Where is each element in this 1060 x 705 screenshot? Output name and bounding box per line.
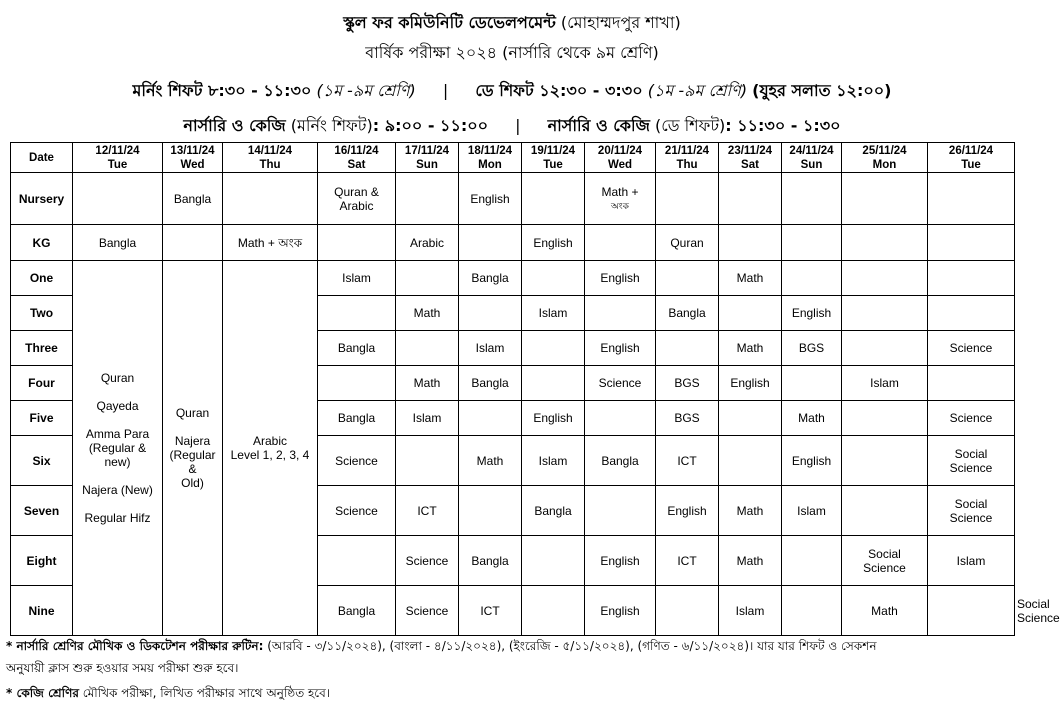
exam-cell: Math (782, 401, 842, 436)
morning-shift-classes: (১ম -৯ম শ্রেণি) (316, 81, 416, 100)
exam-cell: Math (459, 436, 522, 486)
merged-quran-cell: Quran Qayeda Amma Para (Regular & new) Najera (New) Regular Hifz (73, 261, 163, 636)
exam-cell: Math (719, 536, 782, 586)
day-shift-word: (ডে শিফট) (654, 116, 726, 135)
nursery-day-time: : ১১:৩০ - ১:৩০ (725, 116, 841, 135)
exam-cell: Social Science (842, 536, 928, 586)
exam-cell: Science (318, 486, 396, 536)
table-row (11, 261, 1015, 296)
corner-header: Date (11, 143, 73, 173)
exam-cell (163, 225, 223, 261)
exam-cell (842, 436, 928, 486)
exam-cell (459, 296, 522, 331)
exam-cell: Islam (318, 261, 396, 296)
exam-cell: Social Science (928, 486, 1015, 536)
exam-cell (719, 401, 782, 436)
footer-note-nursery-dates: (আরবি - ৩/১১/২০২৪), (বাংলা - ৪/১১/২০২৪), (ইংরেজি - ৫/১১/২০২৪), (গণিত - ৬/১১/২০২৪)। যার যার শিফট ও সেকশন (263, 639, 877, 653)
exam-cell (73, 173, 163, 225)
exam-cell (585, 296, 656, 331)
footer-note-nursery-cont: অনুযায়ী ক্লাস শুরু হওয়ার সময় পরীক্ষা শুরু হবে। (6, 661, 239, 675)
exam-cell (656, 331, 719, 366)
merged-najera-cell: Quran Najera (Regular & Old) (163, 261, 223, 636)
exam-cell: Quran & Arabic (318, 173, 396, 225)
exam-cell (459, 401, 522, 436)
nursery-morning-time: : ৯:০০ - ১১:০০ (372, 116, 489, 135)
exam-cell: Bangla (318, 586, 396, 636)
day-shift-time: ডে শিফট ১২:৩০ - ৩:৩০ (475, 81, 643, 100)
exam-cell: Bangla (459, 261, 522, 296)
branch-name: (মোহাম্মদপুর শাখা) (560, 13, 681, 32)
school-title-line (0, 10, 1024, 37)
footer-note-nursery (6, 638, 1018, 658)
morning-shift-word: (মর্নিং শিফট) (290, 116, 373, 135)
exam-cell: Bangla (585, 436, 656, 486)
exam-cell (782, 366, 842, 401)
exam-cell: Math (719, 331, 782, 366)
exam-cell: Math (396, 366, 459, 401)
class-label: Two (11, 296, 73, 331)
exam-cell: Islam (782, 486, 842, 536)
class-label: Five (11, 401, 73, 436)
exam-cell (928, 225, 1015, 261)
date-header: 17/11/24 Sun (396, 143, 459, 173)
nursery-separator: | (515, 116, 521, 135)
footer-note-nursery-title: * নার্সারি শ্রেণির মৌখিক ও ডিকটেশন পরীক্ষার রুটিন: (6, 639, 264, 653)
table-row (11, 225, 1015, 261)
class-label: Four (11, 366, 73, 401)
exam-cell (928, 296, 1015, 331)
class-label: Seven (11, 486, 73, 536)
exam-cell: Islam (842, 366, 928, 401)
date-header: 26/11/24 Tue (928, 143, 1015, 173)
exam-cell: English (719, 366, 782, 401)
exam-cell: Bangla (459, 536, 522, 586)
exam-cell (522, 536, 585, 586)
exam-routine-table (10, 142, 1060, 636)
shift-timing-line (0, 78, 1024, 105)
day-shift-classes: (১ম -৯ম শ্রেণি) (647, 81, 748, 100)
exam-cell (842, 296, 928, 331)
exam-cell: Bangla (522, 486, 585, 536)
date-header: 25/11/24 Mon (842, 143, 928, 173)
class-label: KG (11, 225, 73, 261)
exam-cell: Bangla (163, 173, 223, 225)
exam-cell: English (522, 401, 585, 436)
exam-cell: ICT (396, 486, 459, 536)
class-label: Six (11, 436, 73, 486)
exam-cell (656, 261, 719, 296)
class-label: Eight (11, 536, 73, 586)
exam-cell: Bangla (459, 366, 522, 401)
exam-cell (396, 173, 459, 225)
exam-cell: Social Science (928, 436, 1015, 486)
exam-cell (318, 296, 396, 331)
exam-cell: Math (842, 586, 928, 636)
footer-note-kg-text: মৌখিক পরীক্ষা, লিখিত পরীক্ষার সাথে অনুষ্ঠিত হবে। (78, 686, 331, 700)
exam-cell: Math + অংক (223, 225, 318, 261)
exam-cell (318, 366, 396, 401)
exam-cell (782, 586, 842, 636)
exam-cell: Science (396, 536, 459, 586)
exam-cell: Math + অংক (585, 173, 656, 225)
exam-title: বার্ষিক পরীক্ষা ২০২৪ (নার্সারি থেকে ৯ম শ্রেণি) (365, 43, 659, 62)
exam-cell (842, 486, 928, 536)
exam-cell (459, 225, 522, 261)
exam-cell (842, 225, 928, 261)
exam-cell (522, 586, 585, 636)
date-header: 18/11/24 Mon (459, 143, 522, 173)
date-header: 13/11/24 Wed (163, 143, 223, 173)
exam-cell (782, 173, 842, 225)
nursery-kg-label-morning: নার্সারি ও কেজি (183, 116, 286, 135)
morning-shift-time: মর্নিং শিফট ৮:৩০ - ১১:৩০ (132, 81, 312, 100)
footer-note-kg (6, 685, 1018, 705)
class-label: Nine (11, 586, 73, 636)
exam-cell: English (459, 173, 522, 225)
exam-cell (719, 225, 782, 261)
exam-cell: Bangla (73, 225, 163, 261)
exam-cell: Islam (396, 401, 459, 436)
exam-cell (318, 225, 396, 261)
footer-note-kg-title: * কেজি শ্রেণির (6, 686, 79, 700)
table-row: Nine Bangla Science ICT English Islam Math Social Science (11, 586, 1015, 636)
exam-cell (585, 225, 656, 261)
class-label: One (11, 261, 73, 296)
date-header: 14/11/24 Thu (223, 143, 318, 173)
exam-cell: ICT (656, 436, 719, 486)
exam-cell (585, 401, 656, 436)
exam-cell (928, 586, 1015, 636)
shift-separator: | (442, 81, 449, 100)
exam-cell: BGS (656, 366, 719, 401)
exam-cell: Bangla (318, 331, 396, 366)
date-header: 12/11/24 Tue (73, 143, 163, 173)
exam-cell: English (585, 331, 656, 366)
exam-cell (842, 401, 928, 436)
exam-cell (223, 173, 318, 225)
date-header: 19/11/24 Tue (522, 143, 585, 173)
class-label: Three (11, 331, 73, 366)
exam-cell: English (656, 486, 719, 536)
exam-cell: Arabic (396, 225, 459, 261)
exam-cell (396, 436, 459, 486)
exam-cell (522, 173, 585, 225)
exam-cell: Bangla (656, 296, 719, 331)
exam-cell: ICT (459, 586, 522, 636)
exam-cell (719, 436, 782, 486)
exam-cell: Math (719, 486, 782, 536)
exam-cell: Math (719, 261, 782, 296)
exam-cell: Islam (522, 436, 585, 486)
exam-cell: English (782, 296, 842, 331)
exam-cell (782, 261, 842, 296)
exam-cell (782, 536, 842, 586)
school-name: স্কুল ফর কমিউনিটি ডেভেলপমেন্ট (343, 13, 556, 32)
exam-cell: Science (928, 331, 1015, 366)
nursery-kg-label-day: নার্সারি ও কেজি (547, 116, 650, 135)
exam-cell: English (585, 586, 656, 636)
exam-cell (719, 296, 782, 331)
exam-cell: Islam (459, 331, 522, 366)
exam-cell: BGS (656, 401, 719, 436)
exam-cell: Bangla (318, 401, 396, 436)
exam-cell (396, 331, 459, 366)
date-header: 24/11/24 Sun (782, 143, 842, 173)
exam-cell: ICT (656, 536, 719, 586)
exam-cell (459, 486, 522, 536)
date-header: 16/11/24 Sat (318, 143, 396, 173)
exam-cell: Islam (928, 536, 1015, 586)
exam-cell: English (522, 225, 585, 261)
exam-cell (928, 173, 1015, 225)
exam-cell (656, 586, 719, 636)
exam-cell: Islam (719, 586, 782, 636)
exam-cell: Math (396, 296, 459, 331)
nursery-kg-timing-line (0, 113, 1024, 140)
exam-cell: Science (318, 436, 396, 486)
exam-cell (522, 331, 585, 366)
exam-cell (842, 261, 928, 296)
table-row (11, 173, 1015, 225)
exam-cell: Science (928, 401, 1015, 436)
exam-cell (782, 225, 842, 261)
exam-cell: English (585, 536, 656, 586)
exam-cell: BGS (782, 331, 842, 366)
exam-cell (585, 486, 656, 536)
exam-cell: English (585, 261, 656, 296)
zuhr-prayer-time: (যুহর সলাত ১২:০০) (752, 81, 892, 100)
exam-cell (522, 261, 585, 296)
exam-cell: Science (585, 366, 656, 401)
date-header: 23/11/24 Sat (719, 143, 782, 173)
exam-cell (842, 173, 928, 225)
exam-cell: Islam (522, 296, 585, 331)
exam-cell: Quran (656, 225, 719, 261)
exam-cell (656, 173, 719, 225)
exam-cell: English (782, 436, 842, 486)
merged-arabic-cell: Arabic Level 1, 2, 3, 4 (223, 261, 318, 636)
exam-cell (928, 366, 1015, 401)
exam-cell (842, 331, 928, 366)
exam-cell (928, 261, 1015, 296)
exam-cell (396, 261, 459, 296)
exam-cell: Science (396, 586, 459, 636)
table-header-row (11, 143, 1015, 173)
date-header: 20/11/24 Wed (585, 143, 656, 173)
exam-cell (318, 536, 396, 586)
date-header: 21/11/24 Thu (656, 143, 719, 173)
class-label: Nursery (11, 173, 73, 225)
exam-cell (522, 366, 585, 401)
exam-cell (719, 173, 782, 225)
